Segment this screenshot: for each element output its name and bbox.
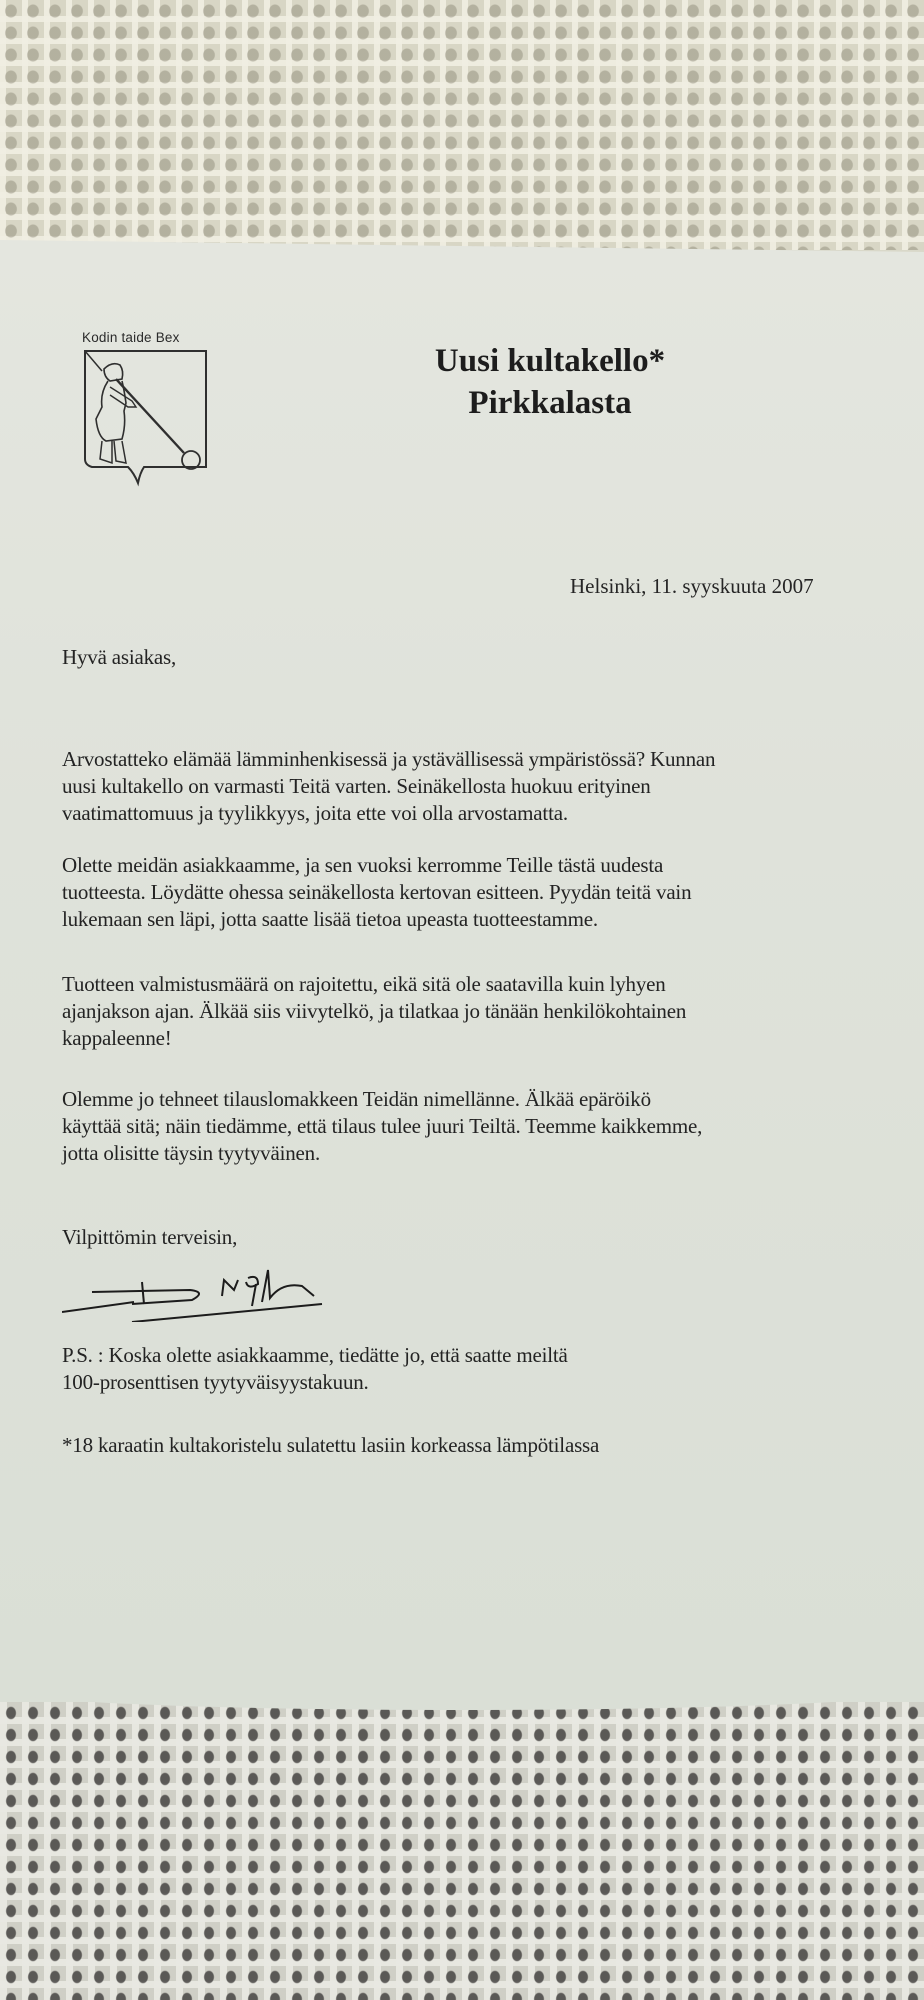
greeting: Hyvä asiakas, [62,645,177,669]
paragraph-line: jotta olisitte täysin tyytyväinen. [62,1141,320,1165]
paragraph-line: uusi kultakello on varmasti Teitä varten. Seinäkellosta huokuu erityinen [62,774,651,798]
letter-title [380,340,720,424]
glassblower-coat-of-arms-icon [82,349,210,489]
paragraph-line: ajanjakson ajan. Älkää siis viivytelkö, ja tilatkaa jo tänään henkilökohtainen [62,999,687,1023]
paragraph-line: Olemme jo tehneet tilauslomakkeen Teidän nimellänne. Älkää epäröikö [62,1087,651,1111]
paragraph-1 [62,746,715,827]
title-line-1: Uusi kultakello* [434,343,666,379]
paragraph-line: vaatimattomuus ja tyylikkyys, joita ette voi olla arvostamatta. [62,801,568,825]
postscript-line: P.S. : Koska olette asiakkaamme, tiedätte jo, että saatte meiltä [62,1343,568,1367]
lace-tablecloth-top [0,0,924,250]
paragraph-3 [62,971,686,1052]
company-logo [82,330,214,489]
paragraph-line: Arvostatteko elämää lämminhenkisessä ja ystävällisessä ympäristössä? Kunnan [62,747,716,771]
paragraph-line: Tuotteen valmistusmäärä on rajoitettu, eikä sitä ole saatavilla kuin lyhyen [62,972,666,996]
postscript [62,1342,568,1396]
paragraph-line: tuotteesta. Löydätte ohessa seinäkellosta kertovan esitteen. Pyydän teitä vain [62,880,692,904]
footnote: *18 karaatin kultakoristelu sulatettu lasiin korkeassa lämpötilassa [62,1433,600,1457]
paragraph-line: Olette meidän asiakkaamme, ja sen vuoksi kerromme Teille tästä uudesta [62,853,664,877]
company-name: Kodin taide Bex [82,330,180,345]
closing: Vilpittömin terveisin, [62,1225,238,1249]
title-line-2: Pirkkalasta [468,385,632,421]
handwritten-signature-icon [62,1262,332,1322]
dateline: Helsinki, 11. syyskuuta 2007 [570,574,814,598]
paragraph-2 [62,852,691,933]
paragraph-line: lukemaan sen läpi, jotta saatte lisää tietoa upeasta tuotteestamme. [62,907,598,931]
paragraph-4 [62,1086,702,1167]
lace-tablecloth-bottom [0,1680,924,2000]
postscript-line: 100-prosenttisen tyytyväisyystakuun. [62,1370,369,1394]
signature [62,1262,332,1327]
paragraph-line: käyttää sitä; näin tiedämme, että tilaus tulee juuri Teiltä. Teemme kaikkemme, [62,1114,703,1138]
paragraph-line: kappaleenne! [62,1026,172,1050]
